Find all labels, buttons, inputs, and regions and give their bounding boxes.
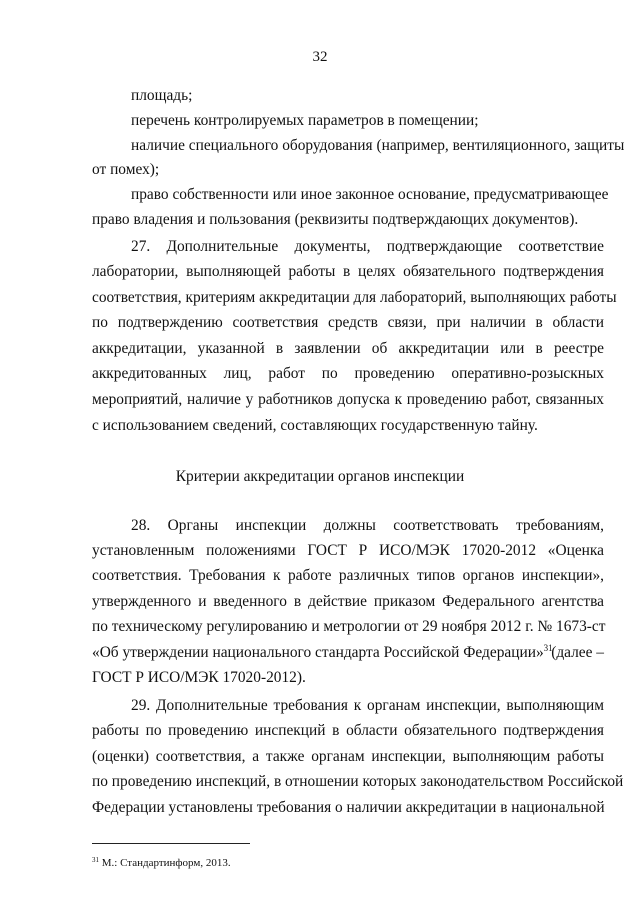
- paragraph-28-text: (далее –: [551, 644, 604, 661]
- paragraph-29-line: (оценки) соответствия, а также органам инспекции, выполняющим работы: [92, 748, 604, 765]
- paragraph-28-line: ГОСТ Р ИСО/МЭК 17020-2012).: [92, 669, 306, 686]
- paragraph-28-text: «Об утверждении национального стандарта Российской Федерации»: [92, 644, 544, 661]
- page-number: 32: [312, 49, 328, 65]
- paragraph-28-line: по техническому регулированию и метрологии от 29 ноября 2012 г. № 1673-ст: [92, 618, 606, 635]
- paragraph-29-line: 29. Дополнительные требования к органам инспекции, выполняющим: [131, 697, 604, 714]
- paragraph-27-line: соответствия, критериям аккредитации для лабораторий, выполняющих работы: [92, 289, 617, 306]
- paragraph-28-line: [92, 643, 604, 663]
- paragraph-29-line: работы по проведению инспекций в области обязательного подтверждения: [92, 722, 604, 739]
- paragraph-27-line: по подтверждению соответствия средств связи, при наличии в области: [92, 314, 604, 331]
- paragraph-27-line: аккредитованных лиц, работ по проведению оперативно-розыскных: [92, 365, 604, 382]
- text-line: перечень контролируемых параметров в помещении;: [131, 112, 479, 129]
- paragraph-28-line: 28. Органы инспекции должны соответствовать требованиям,: [131, 517, 604, 534]
- text-line: площадь;: [131, 87, 193, 104]
- paragraph-29-line: по проведению инспекций, в отношении которых законодательством Российской: [92, 773, 624, 790]
- paragraph-28-line: установленным положениями ГОСТ Р ИСО/МЭК 17020-2012 «Оценка: [92, 542, 604, 559]
- paragraph-27-line: 27. Дополнительные документы, подтверждающие соответствие: [131, 238, 604, 255]
- footnote: [92, 853, 231, 870]
- text-line: право владения и пользования (реквизиты подтверждающих документов).: [92, 211, 579, 228]
- paragraph-27-line: аккредитации, указанной в заявлении об аккредитации или в реестре: [92, 340, 604, 357]
- footnote-mark: 31: [92, 856, 99, 864]
- paragraph-28-line: утвержденного и введенного в действие приказом Федерального агентства: [92, 593, 604, 610]
- paragraph-27-line: лаборатории, выполняющей работы в целях обязательного подтверждения: [92, 263, 604, 280]
- section-heading: Критерии аккредитации органов инспекции: [175, 468, 465, 485]
- paragraph-29-line: Федерации установлены требования о наличии аккредитации в национальной: [92, 799, 605, 816]
- paragraph-27-line: мероприятий, наличие у работников допуска к проведению работ, связанных: [92, 391, 604, 408]
- paragraph-28-line: соответствия. Требования к работе различных типов органов инспекции»,: [92, 567, 604, 584]
- footnote-divider: [92, 843, 250, 844]
- paragraph-27-line: с использованием сведений, составляющих государственную тайну.: [92, 417, 538, 434]
- text-line: наличие специального оборудования (например, вентиляционного, защиты: [131, 137, 625, 154]
- text-line: право собственности или иное законное основание, предусматривающее: [131, 186, 609, 203]
- footnote-reference: 31: [543, 643, 553, 653]
- text-line: от помех);: [92, 161, 160, 178]
- footnote-text: М.: Стандартинформ, 2013.: [101, 857, 231, 869]
